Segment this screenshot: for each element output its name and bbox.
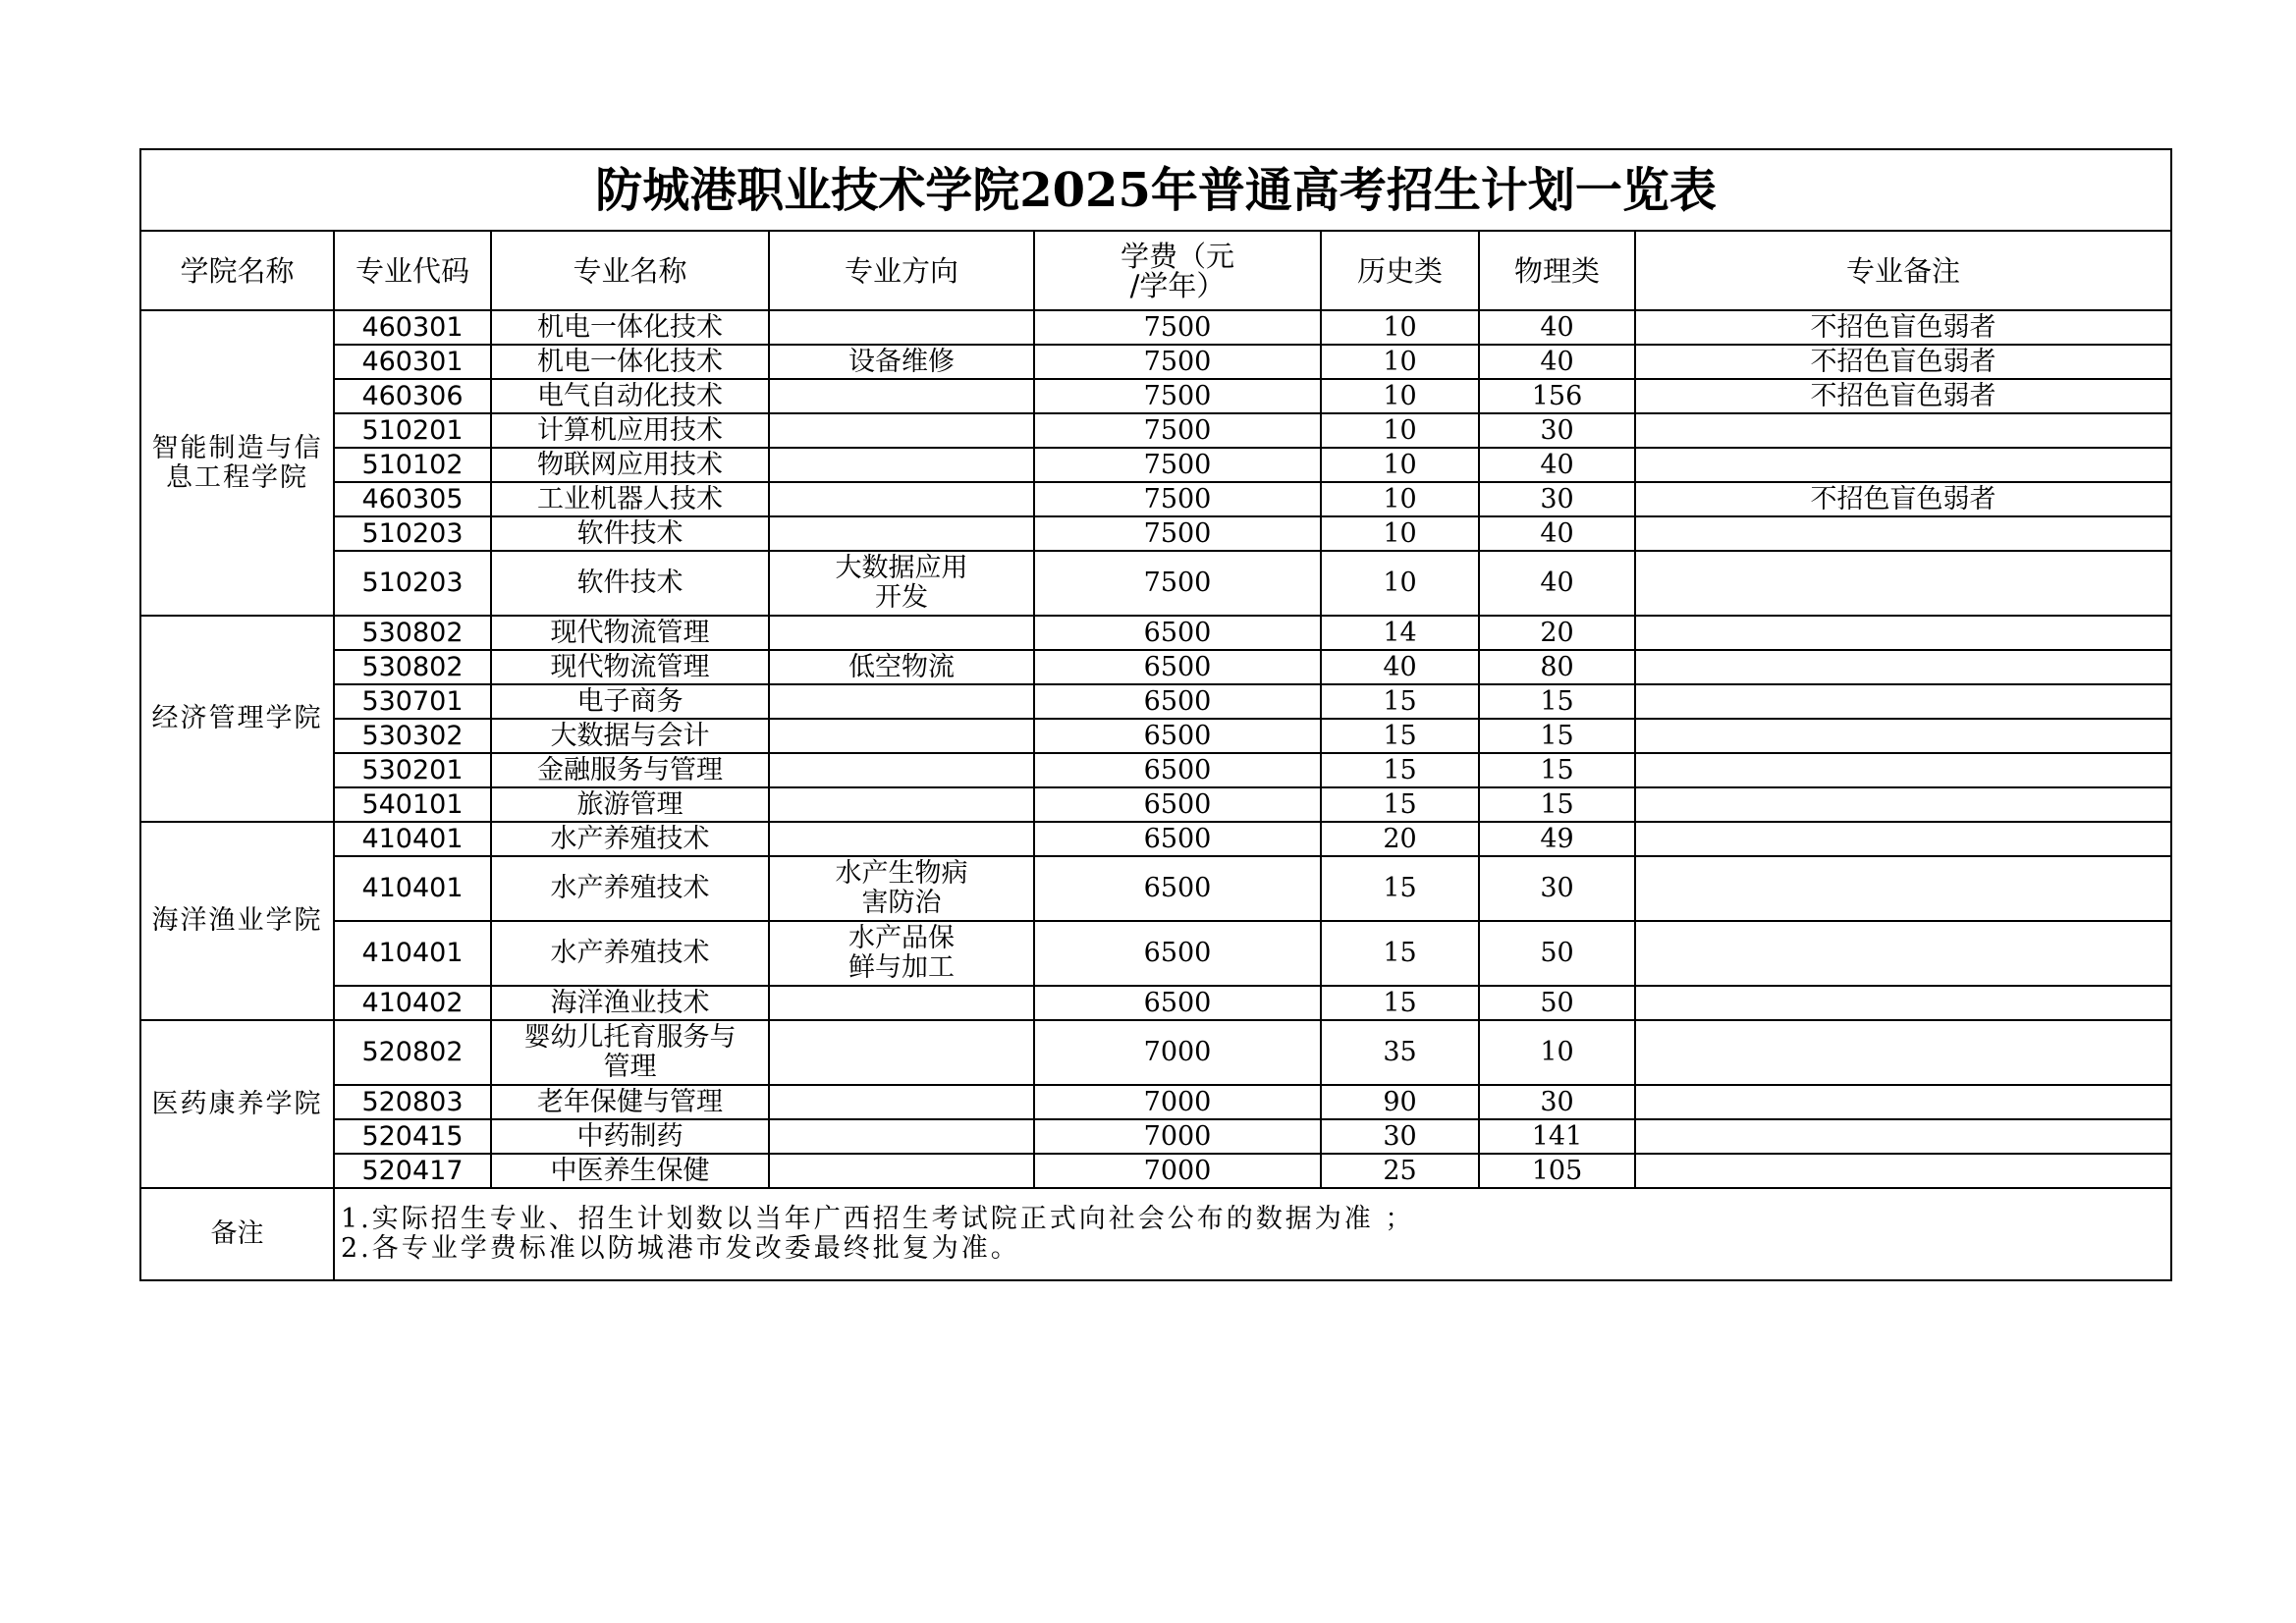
major-direction [769, 516, 1034, 551]
major-direction: 设备维修 [769, 345, 1034, 379]
table-row [140, 379, 2171, 413]
table-row [140, 1020, 2171, 1085]
table-row [140, 921, 2171, 986]
table-row [140, 787, 2171, 822]
name-line2: 管理 [603, 1052, 657, 1082]
major-remark [1635, 1119, 2171, 1154]
name-line1: 婴幼儿托育服务与 [523, 1022, 737, 1053]
major-name: 老年保健与管理 [491, 1085, 769, 1119]
physics-quota: 30 [1479, 413, 1635, 448]
table-row [140, 516, 2171, 551]
table-row [140, 1119, 2171, 1154]
major-remark [1635, 787, 2171, 822]
table-row [140, 1154, 2171, 1188]
table-row [140, 448, 2171, 482]
table-row [140, 413, 2171, 448]
major-name: 现代物流管理 [491, 616, 769, 650]
major-code: 460305 [334, 482, 491, 516]
major-name: 电气自动化技术 [491, 379, 769, 413]
college-name-line1: 医药康养学院 [151, 1088, 323, 1119]
history-quota: 30 [1321, 1119, 1479, 1154]
major-code: 520417 [334, 1154, 491, 1188]
major-name [491, 1020, 769, 1085]
major-name: 软件技术 [491, 551, 769, 616]
history-quota: 10 [1321, 551, 1479, 616]
tuition-fee: 6500 [1034, 650, 1321, 684]
major-name: 旅游管理 [491, 787, 769, 822]
major-name: 计算机应用技术 [491, 413, 769, 448]
major-remark [1635, 413, 2171, 448]
header-row [140, 231, 2171, 310]
major-remark [1635, 856, 2171, 921]
physics-quota: 50 [1479, 921, 1635, 986]
major-code: 510203 [334, 551, 491, 616]
history-quota: 90 [1321, 1085, 1479, 1119]
major-direction [769, 482, 1034, 516]
physics-quota: 105 [1479, 1154, 1635, 1188]
college-name-line1: 经济管理学院 [151, 703, 323, 733]
physics-quota: 20 [1479, 616, 1635, 650]
major-direction [769, 616, 1034, 650]
history-quota: 10 [1321, 379, 1479, 413]
major-name: 工业机器人技术 [491, 482, 769, 516]
major-code: 460301 [334, 345, 491, 379]
tuition-fee: 7500 [1034, 448, 1321, 482]
direction-line2: 害防治 [861, 888, 942, 918]
major-remark: 不招色盲色弱者 [1635, 345, 2171, 379]
major-name: 现代物流管理 [491, 650, 769, 684]
tuition-fee: 6500 [1034, 719, 1321, 753]
header-college: 学院名称 [140, 231, 334, 310]
history-quota: 10 [1321, 310, 1479, 345]
physics-quota: 40 [1479, 345, 1635, 379]
history-quota: 10 [1321, 345, 1479, 379]
note-line-2: 2.各专业学费标准以防城港市发改委最终批复为准。 [341, 1233, 1020, 1264]
tuition-fee: 6500 [1034, 616, 1321, 650]
major-code: 460301 [334, 310, 491, 345]
physics-quota: 40 [1479, 448, 1635, 482]
college-cell [140, 1020, 334, 1188]
header-code: 专业代码 [334, 231, 491, 310]
tuition-fee: 7500 [1034, 413, 1321, 448]
table-title: 防城港职业技术学院2025年普通高考招生计划一览表 [140, 149, 2171, 231]
direction-line1: 水产品保 [848, 923, 955, 953]
header-fee [1034, 231, 1321, 310]
major-code: 510203 [334, 516, 491, 551]
tuition-fee: 7000 [1034, 1020, 1321, 1085]
major-direction [769, 986, 1034, 1020]
enrollment-plan-table [139, 148, 2172, 1281]
major-code: 530302 [334, 719, 491, 753]
major-code: 410401 [334, 856, 491, 921]
tuition-fee: 6500 [1034, 684, 1321, 719]
notes-row [140, 1188, 2171, 1280]
major-name: 水产养殖技术 [491, 856, 769, 921]
tuition-fee: 6500 [1034, 787, 1321, 822]
notes-label: 备注 [140, 1188, 334, 1280]
major-code: 530701 [334, 684, 491, 719]
major-name: 水产养殖技术 [491, 921, 769, 986]
note-line-1: 1.实际招生专业、招生计划数以当年广西招生考试院正式向社会公布的数据为准 ； [341, 1204, 1415, 1234]
history-quota: 10 [1321, 516, 1479, 551]
header-history: 历史类 [1321, 231, 1479, 310]
major-code: 520802 [334, 1020, 491, 1085]
history-quota: 15 [1321, 921, 1479, 986]
college-cell [140, 822, 334, 1020]
major-code: 410402 [334, 986, 491, 1020]
major-direction [769, 379, 1034, 413]
history-quota: 10 [1321, 413, 1479, 448]
major-remark [1635, 551, 2171, 616]
major-name: 物联网应用技术 [491, 448, 769, 482]
major-remark: 不招色盲色弱者 [1635, 310, 2171, 345]
table-row [140, 310, 2171, 345]
major-code: 460306 [334, 379, 491, 413]
table-row [140, 551, 2171, 616]
major-code: 530802 [334, 650, 491, 684]
table-row [140, 753, 2171, 787]
major-code: 520415 [334, 1119, 491, 1154]
college-name-line1: 海洋渔业学院 [151, 905, 323, 936]
major-direction: 低空物流 [769, 650, 1034, 684]
major-name: 中药制药 [491, 1119, 769, 1154]
major-code: 530201 [334, 753, 491, 787]
major-remark [1635, 650, 2171, 684]
major-direction [769, 753, 1034, 787]
history-quota: 15 [1321, 986, 1479, 1020]
table-row [140, 345, 2171, 379]
major-remark: 不招色盲色弱者 [1635, 482, 2171, 516]
direction-line2: 鲜与加工 [848, 952, 955, 983]
table-row [140, 616, 2171, 650]
table-row [140, 482, 2171, 516]
major-direction [769, 921, 1034, 986]
major-name: 机电一体化技术 [491, 310, 769, 345]
major-code: 530802 [334, 616, 491, 650]
major-remark [1635, 516, 2171, 551]
major-name: 中医养生保健 [491, 1154, 769, 1188]
physics-quota: 40 [1479, 310, 1635, 345]
major-remark [1635, 1085, 2171, 1119]
major-name: 大数据与会计 [491, 719, 769, 753]
physics-quota: 10 [1479, 1020, 1635, 1085]
history-quota: 10 [1321, 482, 1479, 516]
physics-quota: 15 [1479, 753, 1635, 787]
header-direction: 专业方向 [769, 231, 1034, 310]
table-row [140, 684, 2171, 719]
header-fee-line2: /学年） [1129, 268, 1226, 302]
history-quota: 14 [1321, 616, 1479, 650]
physics-quota: 80 [1479, 650, 1635, 684]
tuition-fee: 7500 [1034, 379, 1321, 413]
major-direction [769, 822, 1034, 856]
table-row [140, 719, 2171, 753]
major-code: 510201 [334, 413, 491, 448]
major-remark: 不招色盲色弱者 [1635, 379, 2171, 413]
tuition-fee: 7000 [1034, 1119, 1321, 1154]
table-row [140, 986, 2171, 1020]
physics-quota: 15 [1479, 787, 1635, 822]
physics-quota: 141 [1479, 1119, 1635, 1154]
history-quota: 25 [1321, 1154, 1479, 1188]
major-direction [769, 787, 1034, 822]
table-row [140, 822, 2171, 856]
major-remark [1635, 1020, 2171, 1085]
college-name-line1: 智能制造与信 [151, 432, 323, 463]
physics-quota: 30 [1479, 856, 1635, 921]
major-direction [769, 1020, 1034, 1085]
history-quota: 15 [1321, 719, 1479, 753]
history-quota: 20 [1321, 822, 1479, 856]
major-direction [769, 413, 1034, 448]
tuition-fee: 7500 [1034, 345, 1321, 379]
physics-quota: 50 [1479, 986, 1635, 1020]
history-quota: 40 [1321, 650, 1479, 684]
major-code: 540101 [334, 787, 491, 822]
major-direction [769, 856, 1034, 921]
major-name: 海洋渔业技术 [491, 986, 769, 1020]
major-remark [1635, 1154, 2171, 1188]
direction-line2: 开发 [875, 582, 928, 613]
tuition-fee: 7500 [1034, 310, 1321, 345]
history-quota: 35 [1321, 1020, 1479, 1085]
history-quota: 15 [1321, 856, 1479, 921]
table-row [140, 1085, 2171, 1119]
major-direction [769, 310, 1034, 345]
major-direction [769, 1154, 1034, 1188]
tuition-fee: 7500 [1034, 551, 1321, 616]
major-direction [769, 1085, 1034, 1119]
history-quota: 15 [1321, 684, 1479, 719]
physics-quota: 30 [1479, 482, 1635, 516]
major-direction [769, 1119, 1034, 1154]
major-name: 软件技术 [491, 516, 769, 551]
tuition-fee: 6500 [1034, 921, 1321, 986]
physics-quota: 15 [1479, 719, 1635, 753]
header-remark: 专业备注 [1635, 231, 2171, 310]
major-direction [769, 684, 1034, 719]
tuition-fee: 6500 [1034, 856, 1321, 921]
history-quota: 15 [1321, 787, 1479, 822]
table-row [140, 650, 2171, 684]
tuition-fee: 7000 [1034, 1085, 1321, 1119]
physics-quota: 49 [1479, 822, 1635, 856]
major-name: 金融服务与管理 [491, 753, 769, 787]
major-remark [1635, 616, 2171, 650]
major-code: 520803 [334, 1085, 491, 1119]
major-direction [769, 719, 1034, 753]
history-quota: 15 [1321, 753, 1479, 787]
major-remark [1635, 822, 2171, 856]
direction-line1: 大数据应用 [835, 553, 968, 583]
major-code: 410401 [334, 822, 491, 856]
physics-quota: 15 [1479, 684, 1635, 719]
physics-quota: 40 [1479, 516, 1635, 551]
major-remark [1635, 719, 2171, 753]
tuition-fee: 7000 [1034, 1154, 1321, 1188]
notes-body [334, 1188, 2171, 1280]
physics-quota: 30 [1479, 1085, 1635, 1119]
major-direction [769, 448, 1034, 482]
major-direction [769, 551, 1034, 616]
major-remark [1635, 753, 2171, 787]
tuition-fee: 7500 [1034, 482, 1321, 516]
college-name-line2: 息工程学院 [166, 461, 308, 493]
tuition-fee: 6500 [1034, 753, 1321, 787]
major-remark [1635, 684, 2171, 719]
physics-quota: 40 [1479, 551, 1635, 616]
major-code: 510102 [334, 448, 491, 482]
history-quota: 10 [1321, 448, 1479, 482]
header-fee-line1: 学费（元 [1120, 239, 1234, 273]
major-name: 电子商务 [491, 684, 769, 719]
college-cell [140, 616, 334, 822]
major-remark [1635, 921, 2171, 986]
major-code: 410401 [334, 921, 491, 986]
physics-quota: 156 [1479, 379, 1635, 413]
tuition-fee: 6500 [1034, 822, 1321, 856]
college-cell [140, 310, 334, 616]
major-name: 水产养殖技术 [491, 822, 769, 856]
major-remark [1635, 986, 2171, 1020]
tuition-fee: 7500 [1034, 516, 1321, 551]
direction-line1: 水产生物病 [835, 858, 968, 889]
tuition-fee: 6500 [1034, 986, 1321, 1020]
header-name: 专业名称 [491, 231, 769, 310]
major-remark [1635, 448, 2171, 482]
major-name: 机电一体化技术 [491, 345, 769, 379]
header-physics: 物理类 [1479, 231, 1635, 310]
table-row [140, 856, 2171, 921]
